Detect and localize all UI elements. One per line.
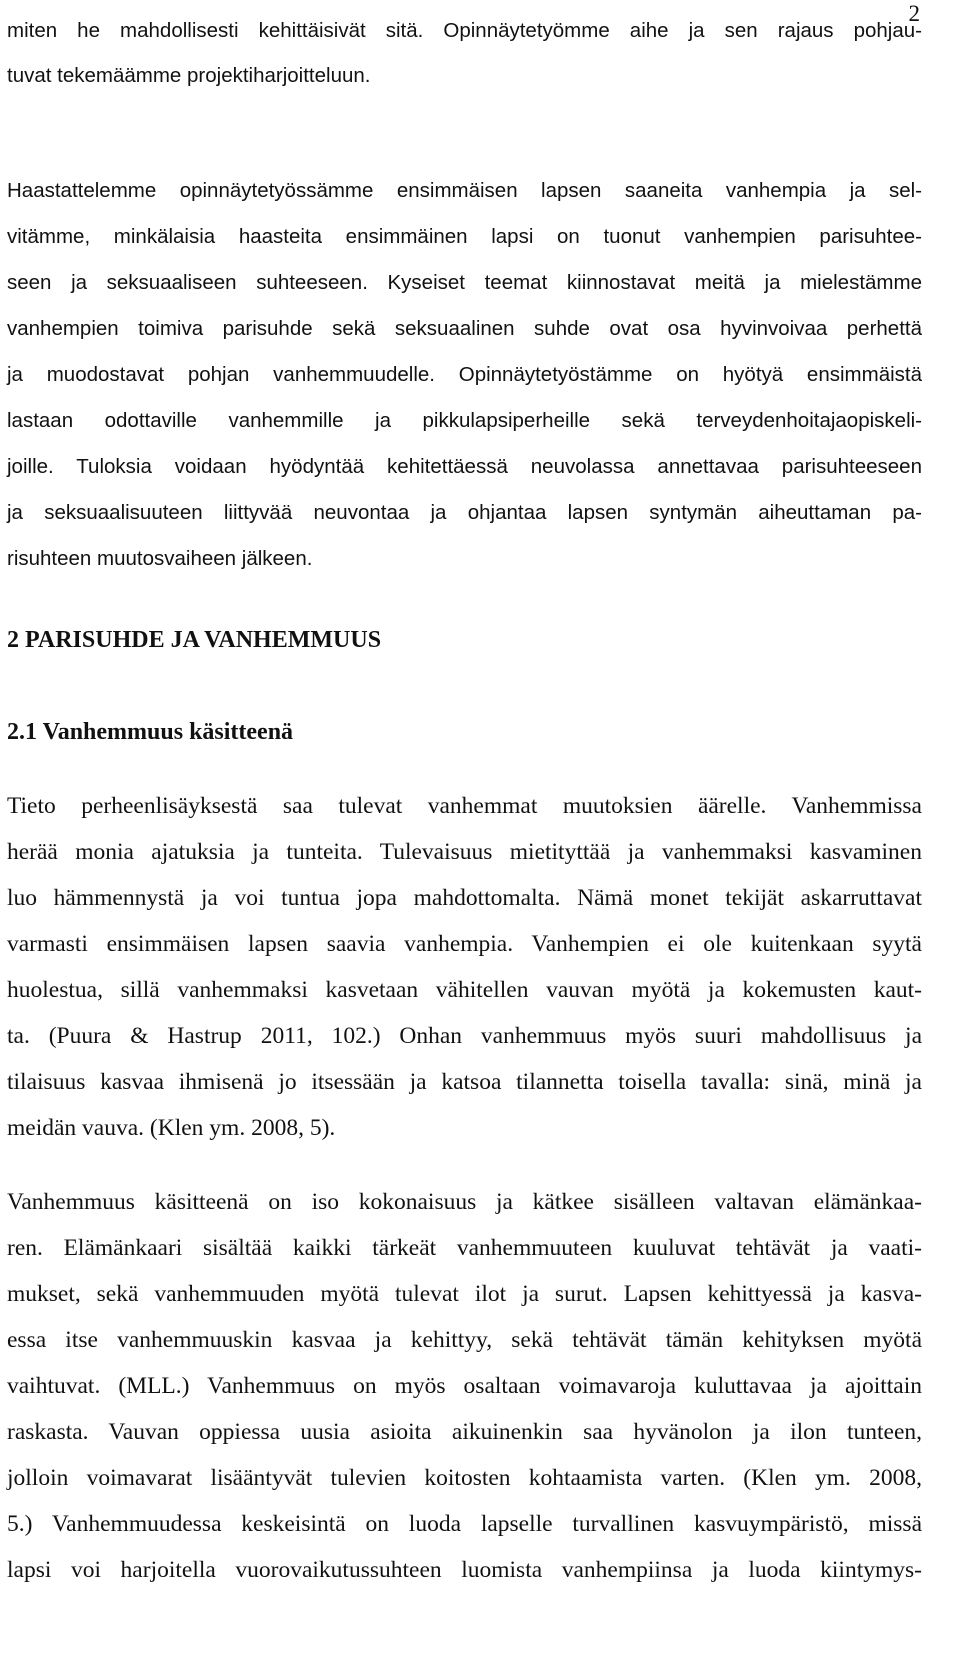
text-line: jolloin voimavarat lisääntyvät tulevien koitosten kohtaamista varten. (Klen ym. 2008,	[7, 1465, 922, 1491]
text-line: ta. (Puura & Hastrup 2011, 102.) Onhan vanhemmuus myös suuri mahdollisuus ja	[7, 1023, 922, 1049]
text-line: huolestua, sillä vanhemmaksi kasvetaan vähitellen vauvan myötä ja kokemusten kaut-	[7, 977, 922, 1003]
page-number: 2	[908, 1, 920, 26]
section-heading: 2.1 Vanhemmuus käsitteenä	[7, 719, 294, 745]
text-line: luo hämmennystä ja voi tuntua jopa mahdottomalta. Nämä monet tekijät askarruttavat	[7, 885, 922, 911]
text-line: joille. Tuloksia voidaan hyödyntää kehitettäessä neuvolassa annettavaa parisuhteeseen	[7, 455, 922, 478]
chapter-heading: 2 PARISUHDE JA VANHEMMUUS	[7, 627, 382, 653]
text-line: varmasti ensimmäisen lapsen saavia vanhempia. Vanhempien ei ole kuitenkaan syytä	[7, 931, 922, 957]
text-line: vanhempien toimiva parisuhde sekä seksuaalinen suhde ovat osa hyvinvoivaa perhettä	[7, 317, 922, 340]
text-line: tilaisuus kasvaa ihmisenä jo itsessään ja katsoa tilannetta toisella tavalla: sinä, minä ja	[7, 1069, 922, 1095]
text-line: mukset, sekä vanhemmuuden myötä tulevat ilot ja surut. Lapsen kehittyessä ja kasva-	[7, 1281, 922, 1307]
text-line: lastaan odottaville vanhemmille ja pikkulapsiperheille sekä terveydenhoitajaopiskeli-	[7, 409, 922, 432]
text-line: miten he mahdollisesti kehittäisivät sitä. Opinnäytetyömme aihe ja sen rajaus pohjau-	[7, 19, 922, 42]
text-line: vaihtuvat. (MLL.) Vanhemmuus on myös osaltaan voimavaroja kuluttavaa ja ajoittain	[7, 1373, 922, 1399]
text-line: lapsi voi harjoitella vuorovaikutussuhteen luomista vanhempiinsa ja luoda kiintymys-	[7, 1557, 922, 1583]
text-line: ren. Elämänkaari sisältää kaikki tärkeät vanhemmuuteen kuuluvat tehtävät ja vaati-	[7, 1235, 922, 1261]
text-line: raskasta. Vauvan oppiessa uusia asioita aikuinenkin saa hyvänolon ja ilon tunteen,	[7, 1419, 922, 1445]
text-line: 5.) Vanhemmuudessa keskeisintä on luoda lapselle turvallinen kasvuympäristö, missä	[7, 1511, 922, 1537]
text-line: ja seksuaalisuuteen liittyvää neuvontaa ja ohjantaa lapsen syntymän aiheuttaman pa-	[7, 501, 922, 524]
text-line: tuvat tekemäämme projektiharjoitteluun.	[7, 64, 371, 87]
text-line: risuhteen muutosvaiheen jälkeen.	[7, 547, 313, 570]
text-line: essa itse vanhemmuuskin kasvaa ja kehittyy, sekä tehtävät tämän kehityksen myötä	[7, 1327, 922, 1353]
text-line: seen ja seksuaaliseen suhteeseen. Kyseiset teemat kiinnostavat meitä ja mielestämme	[7, 271, 922, 294]
text-line: herää monia ajatuksia ja tunteita. Tulevaisuus mietityttää ja vanhemmaksi kasvaminen	[7, 839, 922, 865]
text-line: ja muodostavat pohjan vanhemmuudelle. Opinnäytetyöstämme on hyötyä ensimmäistä	[7, 363, 922, 386]
text-line: Vanhemmuus käsitteenä on iso kokonaisuus ja kätkee sisälleen valtavan elämänkaa-	[7, 1189, 922, 1215]
text-line: Tieto perheenlisäyksestä saa tulevat vanhemmat muutoksien äärelle. Vanhemmissa	[7, 793, 922, 819]
text-line: meidän vauva. (Klen ym. 2008, 5).	[7, 1115, 336, 1141]
text-line: Haastattelemme opinnäytetyössämme ensimmäisen lapsen saaneita vanhempia ja sel-	[7, 179, 922, 202]
text-line: vitämme, minkälaisia haasteita ensimmäinen lapsi on tuonut vanhempien parisuhtee-	[7, 225, 922, 248]
